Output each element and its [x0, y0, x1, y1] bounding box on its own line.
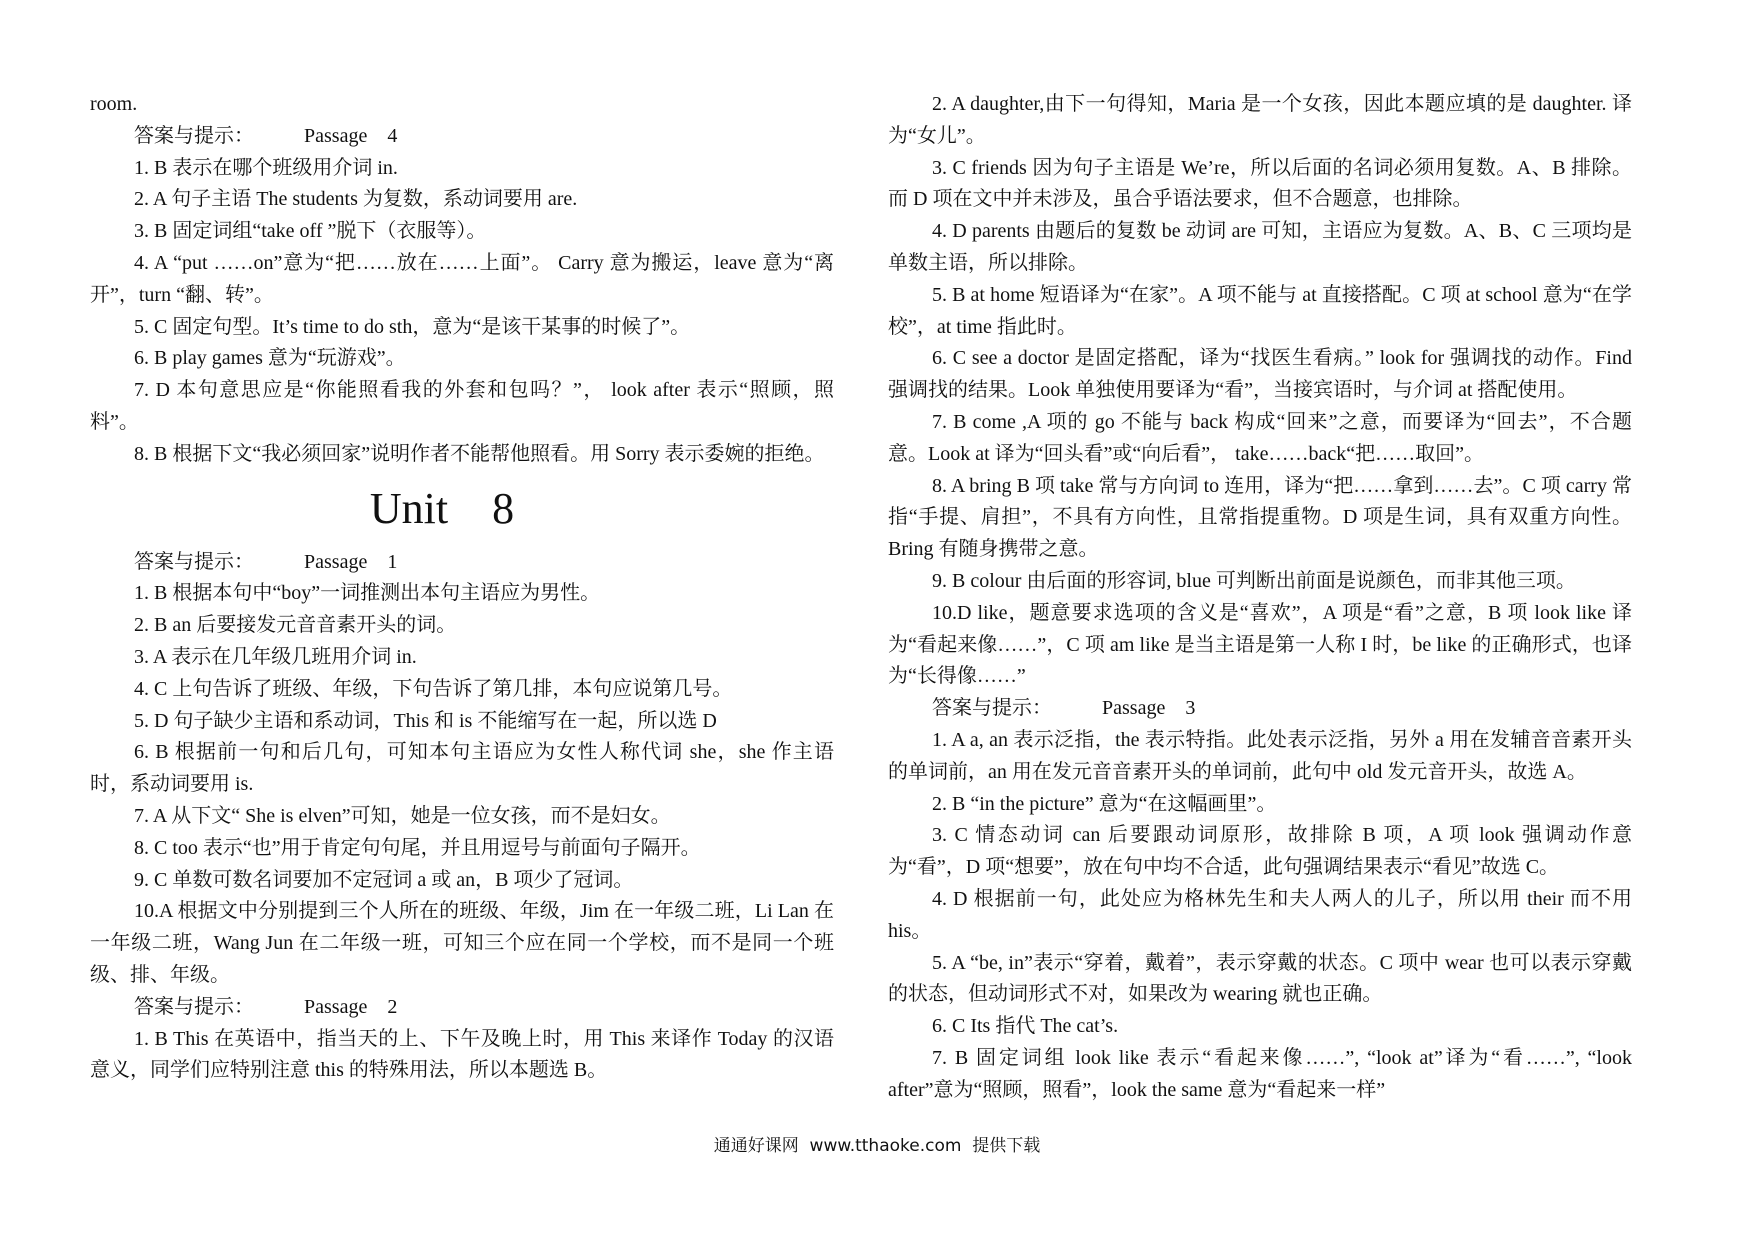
answer-item: 8. B 根据下文“我必须回家”说明作者不能帮他照看。用 Sorry 表示委婉的拒绝。 [134, 442, 825, 465]
answer-item: 6. B 根据前一句和后几句，可知本句主语应为女性人称代词 she，she 作主语时，系动词要用 is. [90, 741, 834, 796]
page-footer: 通通好课网 www.tthaoke.com 提供下载 [713, 1136, 1041, 1156]
answer-item: 5. C 固定句型。It’s time to do sth，意为“是该干某事的时候了”。 [134, 315, 691, 338]
right-column [888, 89, 1632, 1107]
answer-item: 5. B at home 短语译为“在家”。A 项不能与 at 直接搭配。C 项 at school 意为“在学校”，at time 指此时。 [888, 283, 1632, 338]
answer-item: 4. D 根据前一句，此处应为格林先生和夫人两人的儿子，所以用 their 而不用 his。 [888, 887, 1632, 942]
answer-item: 5. D 句子缺少主语和系动词，This 和 is 不能缩写在一起，所以选 D [134, 709, 717, 732]
answer-item: 2. A daughter,由下一句得知，Maria 是一个女孩，因此本题应填的是 daughter. 译为“女儿”。 [888, 93, 1632, 147]
answer-item: 7. B come ,A 项的 go 不能与 back 构成“回来”之意，而要译为“回去”，不合题意。Look at 译为“回头看”或“向后看”， take……back“把……取回”。 [888, 410, 1632, 465]
answer-item: 1. B This 在英语中，指当天的上、下午及晚上时，用 This 来译作 Today 的汉语意义，同学们应特别注意 this 的特殊用法，所以本题选 B。 [90, 1027, 834, 1082]
section-heading-passage-2: 答案与提示： Passage 2 [134, 995, 398, 1018]
answer-item: 2. A 句子主语 The students 为复数，系动词要用 are. [134, 188, 578, 211]
answer-item: 8. A bring B 项 take 常与方向词 to 连用，译为“把……拿到……去”。C 项 carry 常指“手提、肩担”，不具有方向性，且常指提重物。D 项是生词，具有双重方向性。Bring 有随身携带之意。 [888, 474, 1632, 561]
answer-item: 3. A 表示在几年级几班用介词 in. [134, 645, 417, 668]
answer-item: 5. A “be, in”表示“穿着，戴着”，表示穿戴的状态。C 项中 wear 也可以表示穿戴的状态，但动词形式不对，如果改为 wearing 就也正确。 [888, 951, 1632, 1006]
answer-item: 1. B 表示在哪个班级用介词 in. [134, 156, 398, 179]
answer-item: 4. D parents 由题后的复数 be 动词 are 可知，主语应为复数。A、B、C 三项均是单数主语，所以排除。 [888, 220, 1632, 274]
answer-item: 3. C 情态动词 can 后要跟动词原形，故排除 B 项，A 项 look 强调动作意为“看”，D 项“想要”，放在句中均不合适，此句强调结果表示“看见”故选 C。 [888, 824, 1632, 879]
answer-item: 8. C too 表示“也”用于肯定句句尾，并且用逗号与前面句子隔开。 [134, 836, 701, 859]
left-column [90, 89, 834, 1087]
section-heading-passage-4: 答案与提示： Passage 4 [134, 124, 398, 147]
answer-item: 9. B colour 由后面的形容词, blue 可判断出前面是说颜色，而非其他三项。 [932, 569, 1576, 592]
answer-item: 3. B 固定词组“take off ”脱下（衣服等）。 [134, 220, 487, 243]
answer-item: 3. C friends 因为句子主语是 We’re，所以后面的名词必须用复数。A、B 排除。而 D 项在文中并未涉及，虽合乎语法要求，但不合题意，也排除。 [888, 156, 1632, 211]
answer-item: 10.D like，题意要求选项的含义是“喜欢”，A 项是“看”之意，B 项 look like 译为“看起来像……”，C 项 am like 是当主语是第一人称 I 时，be like 的正确形式，也译为“长得像……” [888, 601, 1632, 688]
answer-item: 4. C 上句告诉了班级、年级，下句告诉了第几排，本句应说第几号。 [134, 677, 733, 700]
answer-item: 1. A a, an 表示泛指，the 表示特指。此处表示泛指，另外 a 用在发辅音音素开头的单词前，an 用在发元音音素开头的单词前，此句中 old 发元音开头，故选 A。 [888, 728, 1632, 783]
answer-item: 7. A 从下文“ She is elven”可知，她是一位女孩，而不是妇女。 [134, 804, 671, 827]
answer-item: 2. B “in the picture” 意为“在这幅画里”。 [932, 792, 1277, 815]
answer-item: 4. A “put ……on”意为“把……放在……上面”。 Carry 意为搬运，leave 意为“离开”，turn “翻、转”。 [90, 251, 834, 306]
section-heading-passage-3: 答案与提示： Passage 3 [932, 697, 1196, 720]
text-line: room. [90, 93, 138, 115]
answer-item: 10.A 根据文中分别提到三个人所在的班级、年级，Jim 在一年级二班，Li Lan 在一年级二班，Wang Jun 在二年级一班，可知三个应在同一个学校，而不是同一个班级、排、年级。 [90, 900, 834, 986]
answer-item: 6. C Its 指代 The cat’s. [932, 1015, 1119, 1038]
answer-item: 7. B 固定词组 look like 表示“看起来像……”, “look at”译为“看……”, “look after”意为“照顾，照看”，look the same 意为“看起来一样” [888, 1046, 1632, 1101]
answer-item: 9. C 单数可数名词要加不定冠词 a 或 an，B 项少了冠词。 [134, 868, 634, 891]
answer-item: 2. B an 后要接发元音音素开头的词。 [134, 614, 457, 637]
unit-title: Unit 8 [369, 483, 515, 533]
answer-item: 1. B 根据本句中“boy”一词推测出本句主语应为男性。 [134, 582, 601, 605]
answer-item: 7. D 本句意思应是“你能照看我的外套和包吗？”， look after 表示“照顾，照料”。 [90, 379, 834, 433]
answer-item: 6. C see a doctor 是固定搭配，译为“找医生看病。” look for 强调找的动作。Find 强调找的结果。Look 单独使用要译为“看”，当接宾语时，与介词 at 搭配使用。 [888, 347, 1632, 402]
section-heading-passage-1: 答案与提示： Passage 1 [134, 550, 398, 573]
answer-item: 6. B play games 意为“玩游戏”。 [134, 347, 406, 370]
